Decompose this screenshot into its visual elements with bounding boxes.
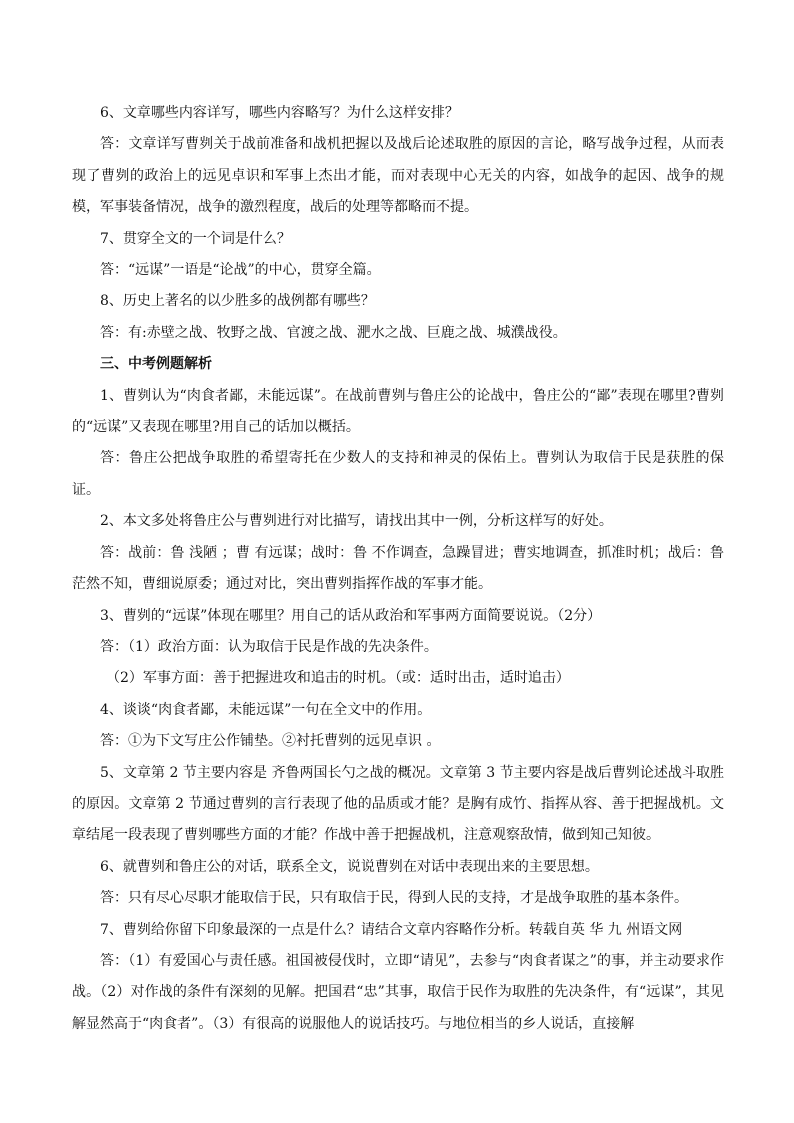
exam-question-1-text: 1、曹刿认为“肉食者鄙，未能远谋”。在战前曹刿与鲁庄公的论战中，鲁庄公的“鄙”表现在哪里?曹刿的“远谋”又表现在哪里?用自己的话加以概括。 [72,387,724,436]
section-heading: 三、中考例题解析 [100,356,212,373]
exam-answer-3-part-2: （2）军事方面：善于把握进攻和追击的时机。（或：适时出击，适时追击） [106,670,570,687]
answer-8-text: 答：有:赤壁之战、牧野之战、官渡之战、淝水之战、巨鹿之战、城濮战役。 [100,324,567,341]
exam-question-2-text: 2、本文多处将鲁庄公与曹刿进行对比描写，请找出其中一例，分析这样写的好处。 [100,513,613,530]
exam-answer-7-text: 答：（1）有爱国心与责任感。祖国被侵伐时，立即“请见”，去参与“肉食者谋之”的事，并主动要求作战。（2）对作战的条件有深刻的见解。把国君“忠”其事，取信于民作为取胜的先决条件，有“远谋”，其见解显然高于“肉食者”。（3）有很高的说服他人的说话技巧。与地位相当的乡人说话，直接解 [72,952,724,1032]
exam-answer-2-text: 答：战前：鲁 浅陋 ；曹 有远谋；战时：鲁 不作调查，急躁冒进；曹实地调查，抓准时机；战后：鲁茫然不知，曹细说原委；通过对比，突出曹刿指挥作战的军事才能。 [72,544,724,593]
exam-question-3-text: 3、曹刿的“远谋”体现在哪里？用自己的话从政治和军事两方面简要说说。（2分） [100,607,602,624]
question-7-text: 7、贯穿全文的一个词是什么？ [100,230,291,247]
exam-answer-1-text: 答：鲁庄公把战争取胜的希望寄托在少数人的支持和神灵的保佑上。曹刿认为取信于民是获胜的保证。 [72,450,724,498]
question-8-text: 8、历史上著名的以少胜多的战例都有哪些？ [100,293,375,310]
document-body [72,98,724,1040]
exam-question-5-text: 5、文章第 2 节主要内容是 齐鲁两国长勺之战的概况。文章第 3 节主要内容是战后曹刿论述战斗取胜的原因。文章第 2 节通过曹刿的言行表现了他的品质或才能？是胸有成竹、指挥从容、善于把握战机。文章结尾一段表现了曹刿哪些方面的才能？作战中善于把握战机，注意观察敌情，做到知己知彼。 [72,764,724,844]
exam-answer-3-part-1: 答：（1）政治方面：认为取信于民是作战的先决条件。 [100,638,438,655]
exam-question-4-text: 4、谈谈“肉食者鄙，未能远谋”一句在全文中的作用。 [100,701,432,718]
question-6-text: 6、文章哪些内容详写，哪些内容略写？为什么这样安排？ [100,105,459,121]
answer-7-text: 答：“远谋”一语是“论战”的中心，贯穿全篇。 [100,262,381,279]
exam-answer-4-text: 答：①为下文写庄公作铺垫。②衬托曹刿的远见卓识 。 [100,733,441,750]
answer-6-text: 答：文章详写曹刿关于战前准备和战机把握以及战后论述取胜的原因的言论，略写战争过程，从而表现了曹刿的政治上的远见卓识和军事上杰出才能，而对表现中心无关的内容，如战争的起因、战争的规模，军事装备情况，战争的激烈程度，战后的处理等都略而不提。 [72,136,724,216]
exam-question-7-text: 7、曹刿给你留下印象最深的一点是什么？请结合文章内容略作分析。转载自英 华 九 州语文网 [100,921,683,938]
exam-answer-6-text: 答：只有尽心尽职才能取信于民，只有取信于民，得到人民的支持，才是战争取胜的基本条件。 [100,890,688,907]
exam-question-6-text: 6、就曹刿和鲁庄公的对话，联系全文，说说曹刿在对话中表现出来的主要思想。 [100,858,599,875]
